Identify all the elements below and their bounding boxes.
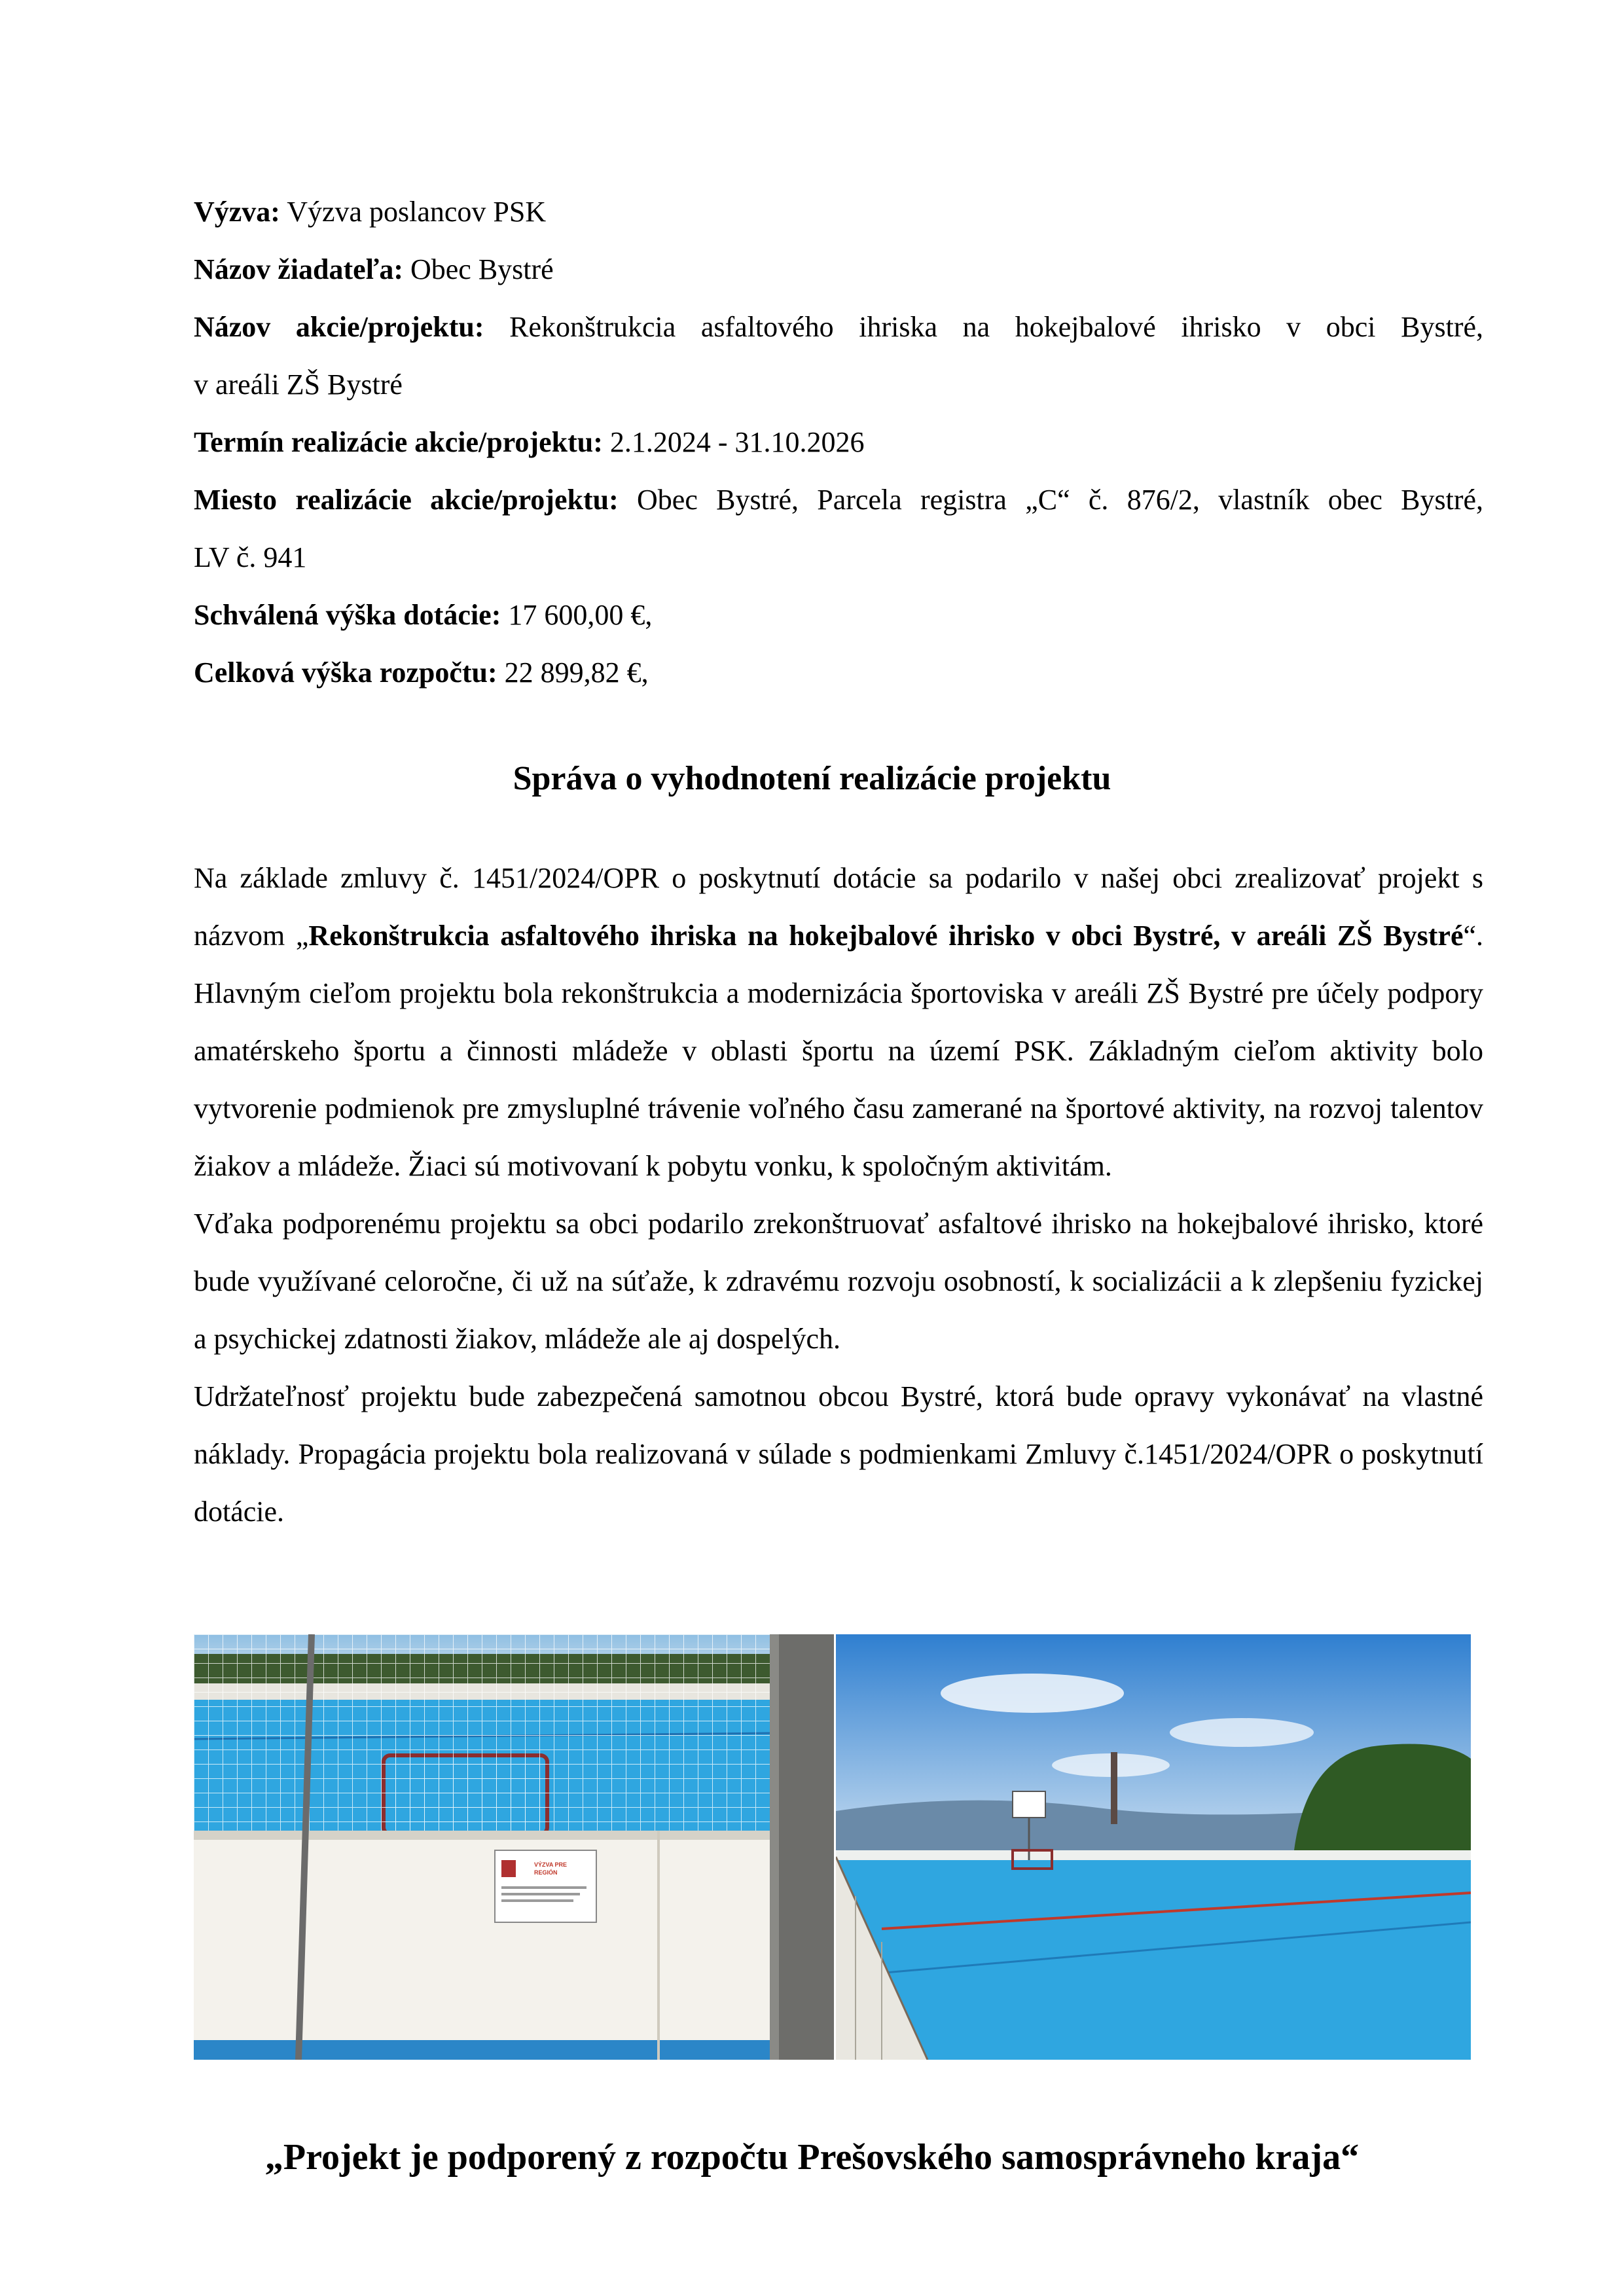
paragraph-1-part1: Na základe zmluvy č. 1451/2024/OPR o poskytnutí dotácie sa podarilo v našej obci zrealizovať projekt s názvom „ [194, 862, 1483, 952]
applicant-label: Názov žiadateľa: [194, 253, 403, 285]
call-label: Výzva: [194, 196, 280, 228]
report-heading: Správa o vyhodnotení realizácie projektu [513, 760, 1111, 797]
place-row-continued [194, 529, 1483, 586]
photo-court-through-net [194, 1634, 834, 2060]
applicant-row [194, 241, 1483, 298]
term-row [194, 414, 1483, 471]
paragraph-2: Vďaka podporenému projektu sa obci podarilo zrekonštruovať asfaltové ihrisko na hokejbalové ihrisko, ktoré bude využívané celoročne, či už na súťaže, k zdravému rozvoju osobností, k socializácii a k zlepšeniu fyzickej a psychickej zdatnosti žiakov, mládeže ale aj dospelých. [194, 1208, 1483, 1355]
photo-open-court [836, 1634, 1471, 2060]
paragraph-1 [194, 850, 1483, 1195]
project-name-bold: Rekonštrukcia asfaltového ihriska na hokejbalové ihrisko v obci Bystré, v areáli ZŠ Bystré [308, 920, 1464, 952]
call-value: Výzva poslancov PSK [287, 196, 547, 228]
applicant-value: Obec Bystré [410, 253, 554, 285]
grant-label: Schválená výška dotácie: [194, 599, 501, 631]
budget-value: 22 899,82 €, [504, 656, 649, 689]
place-value-line2: LV č. 941 [194, 541, 307, 573]
budget-row [194, 644, 1483, 702]
action-row [194, 298, 1483, 356]
place-label: Miesto realizácie akcie/projektu: [194, 484, 619, 516]
call-row [194, 183, 1483, 241]
term-label: Termín realizácie akcie/projektu: [194, 426, 603, 458]
place-value-line1: Obec Bystré, Parcela registra „C“ č. 876/2, vlastník obec Bystré, [637, 484, 1484, 516]
action-label: Názov akcie/projektu: [194, 311, 484, 343]
budget-label: Celková výška rozpočtu: [194, 656, 497, 689]
sign-text-1: VÝZVA PRE [534, 1861, 568, 1868]
grant-value: 17 600,00 €, [508, 599, 653, 631]
sign-text-2: REGIÓN [534, 1869, 558, 1876]
paragraph-3: Udržateľnosť projektu bude zabezpečená samotnou obcou Bystré, ktorá bude opravy vykonávať na vlastné náklady. Propagácia projektu bola realizovaná v súlade s podmienkami Zmluvy č.1451/2024/OPR o poskytnutí dotácie. [194, 1380, 1483, 1528]
action-value-line1: Rekonštrukcia asfaltového ihriska na hokejbalové ihrisko v obci Bystré, [509, 311, 1483, 343]
grant-row [194, 586, 1483, 644]
action-row-continued [194, 356, 1483, 414]
place-row [194, 471, 1483, 529]
term-value: 2.1.2024 - 31.10.2026 [609, 426, 865, 458]
project-metadata [194, 183, 1483, 702]
report-body [194, 850, 1483, 1541]
footer-support-statement: „Projekt je podporený z rozpočtu Prešovského samosprávneho kraja“ [264, 2137, 1360, 2178]
paragraph-1-part2: “. Hlavným cieľom projektu bola rekonštrukcia a modernizácia športoviska v areáli ZŠ Bystré pre účely podpory amatérskeho športu a činnosti mládeže v oblasti športu na území PSK. Základným cieľom aktivity bolo vytvorenie podmienok pre zmysluplné trávenie voľného času zamerané na športové aktivity, na rozvoj talentov žiakov a mládeže. Žiaci sú motivovaní k pobytu vonku, k spoločným aktivitám. [194, 920, 1484, 1182]
action-value-line2: v areáli ZŠ Bystré [194, 368, 403, 401]
